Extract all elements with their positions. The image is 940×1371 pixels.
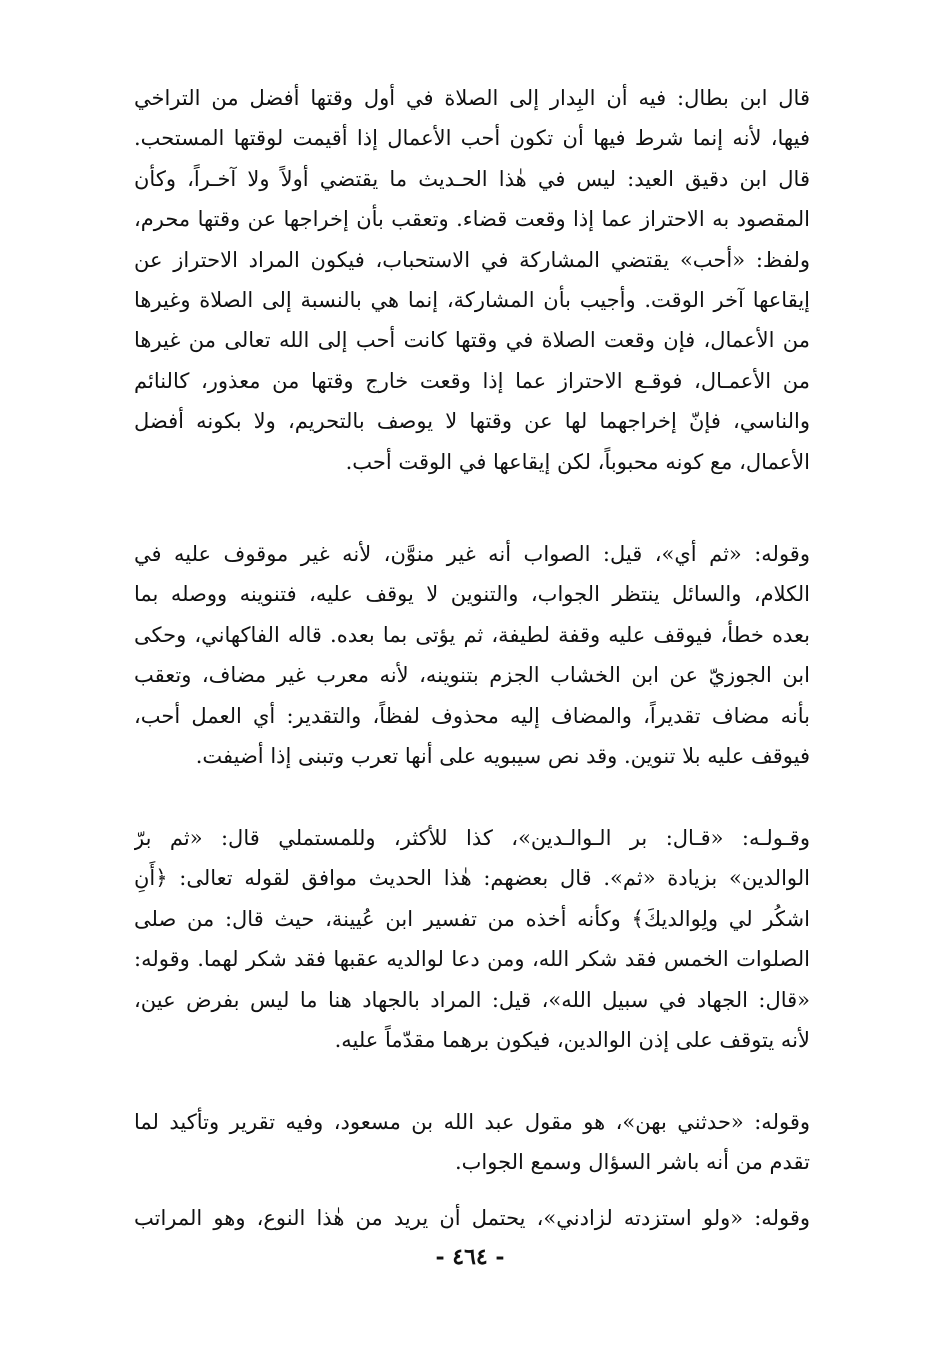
text-line: وقوله: «ثم أي»، قيل: الصواب أنه غير منوَّن، لأنه غير موقوف عليه في [134, 542, 810, 566]
text-line: الوالدين» بزيادة «ثم». قال بعضهم: هٰذا الحديث موافق لقوله تعالى: ﴿أَنِ [134, 866, 810, 891]
text-line: الصلوات الخمس فقد شكر الله، ومن دعا لوالديه عقبها فقد شكر لهما. وقوله: [134, 947, 810, 972]
text-line: قال ابن بطال: فيه أن البِدار إلى الصلاة في أول وقتها أفضل من التراخي [134, 86, 810, 110]
paragraph-1 [134, 78, 810, 482]
text-line: المقصود به الاحتراز عما إذا وقعت قضاء. وتعقب بأن إخراجها عن وقتها محرم، [134, 207, 810, 232]
text-line: ولفظ: «أحب» يقتضي المشاركة في الاستحباب، فيكون المراد الاحتراز عن [134, 247, 810, 272]
paragraph-2 [134, 534, 810, 776]
text-line: ابن الجوزيّ عن ابن الخشاب الجزم بتنوينه، لأنه معرب غير مضاف، وتعقب [134, 663, 810, 688]
paragraph-4 [134, 1102, 810, 1183]
text-line: فيها، لأنه إنما شرط فيها أن تكون أحب الأعمال إذا أقيمت لوقتها المستحب. [134, 126, 810, 151]
text-line: والناسي، فإنّ إخراجهما لها عن وقتها لا يوصف بالتحريم، ولا بكونه أفضل [134, 409, 810, 434]
page-number: - ٤٦٤ - [435, 1244, 505, 1270]
text-line: وقـولـه: «قـال: بر الـوالـدين»، كذا للأكثر، وللمستملي قال: «ثم برّ [134, 826, 810, 850]
text-line: بأنه مضاف تقديراً، والمضاف إليه محذوف لفظاً، والتقدير: أي العمل أحب، [134, 703, 810, 728]
text-line: لأنه يتوقف على إذن الوالدين، فيكون برهما مقدّماً عليه. [334, 1027, 810, 1052]
text-line: من الأعمـال، فوقـع الاحتراز عما إذا وقعت خارج وقتها من معذور، كالنائم [134, 368, 810, 393]
text-line: اشكُر لي ولِوالديكَ﴾ وكأنه أخذه من تفسير ابن عُيينة، حيث قال: من صلى [134, 906, 810, 931]
text-line: الكلام، والسائل ينتظر الجواب، والتنوين لا يوقف عليه، فتنوينه ووصله بما [134, 582, 810, 607]
text-line: من الأعمال، فإن وقعت الصلاة في وقتها كانت أحب إلى الله تعالى من غيرها [134, 328, 810, 353]
paragraph-3 [134, 818, 810, 1060]
text-line: فيوقف عليه بلا تنوين. وقد نص سيبويه على أنها تعرب وتبنى إذا أضيفت. [195, 743, 810, 768]
text-line: «قال: الجهاد في سبيل الله»، قيل: المراد بالجهاد هنا ما ليس بفرض عين، [134, 987, 810, 1012]
paragraph-5 [134, 1198, 810, 1238]
text-line: وقوله: «ولو استزدته لزادني»، يحتمل أن يريد من هٰذا النوع، وهو المراتب [134, 1206, 810, 1230]
text-line: إيقاعها آخر الوقت. وأجيب بأن المشاركة، إنما هي بالنسبة إلى الصلاة وغيرها [134, 287, 810, 312]
text-line: بعده خطأ، فيوقف عليه وقفة لطيفة، ثم يؤتى بما بعده. قاله الفاكهاني، وحكى [134, 622, 810, 647]
text-line: تقدم من أنه باشر السؤال وسمع الجواب. [454, 1150, 810, 1175]
text-line: وقوله: «حدثني بهن»، هو مقول عبد الله بن مسعود، وفيه تقرير وتأكيد لما [134, 1110, 810, 1134]
text-line: قال ابن دقيق العيد: ليس في هٰذا الحـديث ما يقتضي أولاً ولا آخـراً، وكأن [134, 166, 810, 191]
text-line: الأعمال، مع كونه محبوباً، لكن إيقاعها في الوقت أحب. [345, 449, 810, 474]
